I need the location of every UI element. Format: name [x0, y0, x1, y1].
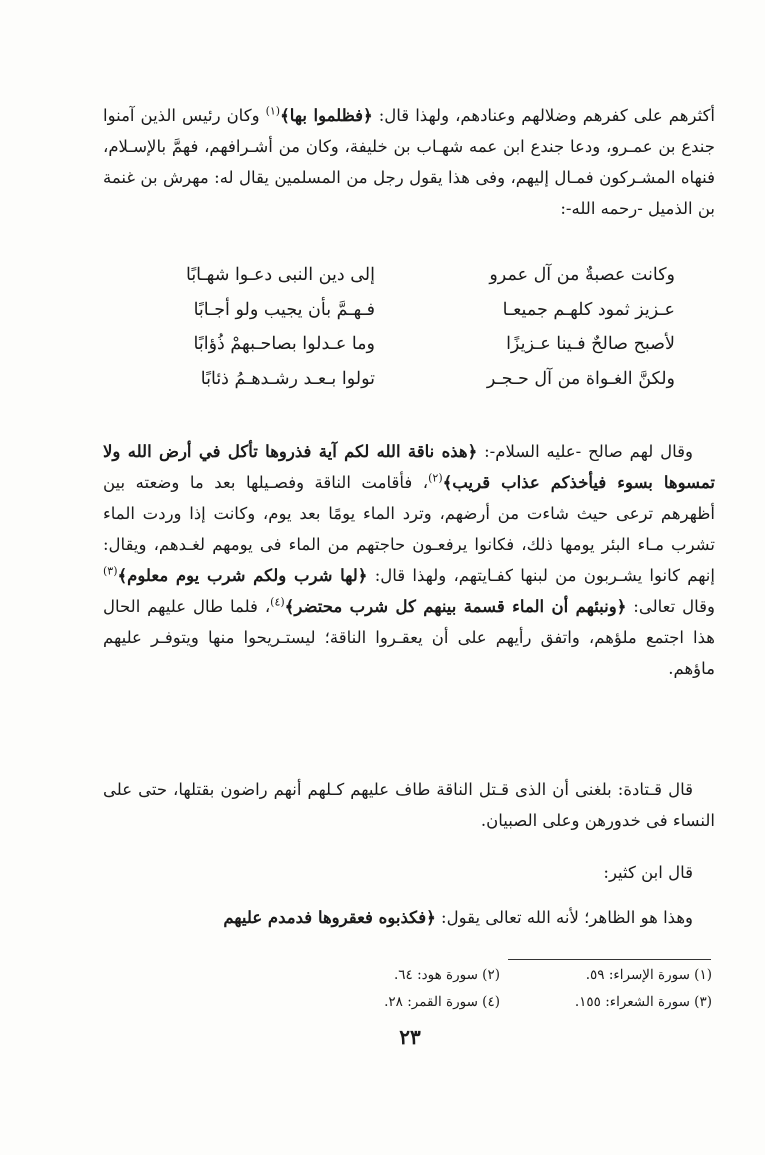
- poem-verse: [145, 258, 675, 293]
- paragraph-2: [103, 436, 715, 684]
- verse-first-hemistich: عـزيز ثمود كلهـم جميعـا: [502, 299, 675, 320]
- poem-verse: [145, 293, 675, 328]
- footnote-ref-2: (٢): [428, 471, 443, 485]
- verse-first-hemistich: وكانت عصبةٌ من آل عمرو: [489, 265, 675, 286]
- footnote-row: [300, 989, 712, 1016]
- quran-quote-3: ﴿لها شرب ولكم شرب يوم معلوم﴾: [117, 566, 368, 585]
- paragraph-1-part-1: أكثرهم على كفرهم وضلالهم وعنادهم، ولهذا قال:: [372, 106, 716, 125]
- footnote-row: [300, 962, 712, 989]
- paragraph-4: [103, 857, 715, 888]
- paragraph-5-part-1: وهذا هو الظاهر؛ لأنه الله تعالى يقول:: [435, 908, 693, 927]
- quran-quote-5: ﴿فكذبوه فعقروها فدمدم عليهم: [223, 908, 436, 927]
- paragraph-2-part-3: وقال تعالى:: [626, 597, 715, 616]
- footnote-divider: [508, 959, 711, 960]
- paragraph-2-part-4: ، فلما طال عليهم الحال هذا اجتمع ملؤهم، واتفق رأيهم على أن يعقـروا الناقة؛ ليستـريحوا منها ويتوفـر عليهم ماؤهم.: [103, 597, 715, 678]
- quran-quote-2: ﴿هذه ناقة الله لكم آية فذروها تأكل في أرض الله ولا تمسوها بسوء فيأخذكم عذاب قريب﴾: [103, 442, 715, 492]
- footnote-ref-1: (١): [265, 104, 281, 118]
- verse-first-hemistich: لأصبح صالحٌ فـينا عـزيزًا: [506, 334, 675, 355]
- footnote-ref-3: (٣): [103, 564, 118, 578]
- paragraph-3-text: قال قـتادة: بلغنى أن الذى قـتل الناقة طاف عليهم كـلهم أنهم راضون بقتلها، حتى على النساء فى خدورهن وعلى الصبيان.: [103, 780, 715, 830]
- paragraph-4-text: قال ابن كثير:: [603, 863, 693, 882]
- paragraph-2-text: [103, 436, 715, 684]
- poem: [145, 258, 675, 396]
- footnotes: [300, 962, 712, 1016]
- quran-quote-4: ﴿ونبئهم أن الماء قسمة بينهم كل شرب محتضر﴾: [284, 597, 627, 616]
- paragraph-1-part-2: وكان رئيس الذين آمنوا جندع بن عمـرو، ودعا جندع ابن عمه شهـاب بن خليفة، وكان من أشـرافهم، فهمَّ بالإسـلام، فنهاه المشـركون فمـال إليهم، وفى هذا يقول رجل من المسلمين يقال له: مهرش بن غنمة بن الذميل -رحمه الله-:: [103, 106, 715, 218]
- footnote-4: (٤) سورة القمر: ٢٨.: [384, 994, 500, 1010]
- page-number: ٢٣: [399, 1025, 421, 1049]
- verse-second-hemistich: وما عـدلوا بصاحـبهمْ ذُؤابًا: [193, 334, 375, 355]
- quran-quote-1: ﴿فظلموا بها﴾: [280, 106, 373, 125]
- footnote-1: (١) سورة الإسراء: ٥٩.: [585, 967, 712, 983]
- verse-second-hemistich: فـهـمَّ بأن يجيب ولو أجـابًا: [193, 299, 375, 320]
- footnote-3: (٣) سورة الشعراء: ١٥٥.: [574, 994, 712, 1010]
- footnote-2: (٢) سورة هود: ٦٤.: [393, 967, 500, 983]
- verse-second-hemistich: تولوا بـعـد رشـدهـمُ ذئابًا: [200, 368, 375, 389]
- paragraph-1: [103, 100, 715, 224]
- paragraph-1-text: [103, 100, 715, 224]
- paragraph-3: [103, 774, 715, 836]
- footnote-ref-4: (٤): [270, 595, 285, 609]
- verse-second-hemistich: إلى دين النبى دعـوا شهـابًا: [185, 265, 375, 286]
- paragraph-5: [103, 902, 715, 933]
- paragraph-5-text: [103, 902, 715, 933]
- paragraph-2-part-2: ، فأقامت الناقة وفصـيلها بعد ما وضعته بين أظهرهم ترعى حيث شاءت من أرضهم، وترد الماء يومًا بعد يوم، وكانت إذا وردت الماء تشرب مـاء البئر يومها ذلك، فكانوا يرفعـون حاجتهم من الماء فى يومهم لغـدهم، ويقال: إنهم كانوا يشـربون من لبنها كفـايتهم، ولهذا قال:: [103, 473, 715, 585]
- poem-verse: [145, 362, 675, 397]
- poem-verse: [145, 327, 675, 362]
- verse-first-hemistich: ولكنَّ الغـواة من آل حـجـر: [486, 368, 675, 389]
- paragraph-2-part-1: وقال لهم صالح -عليه السلام-:: [477, 442, 693, 461]
